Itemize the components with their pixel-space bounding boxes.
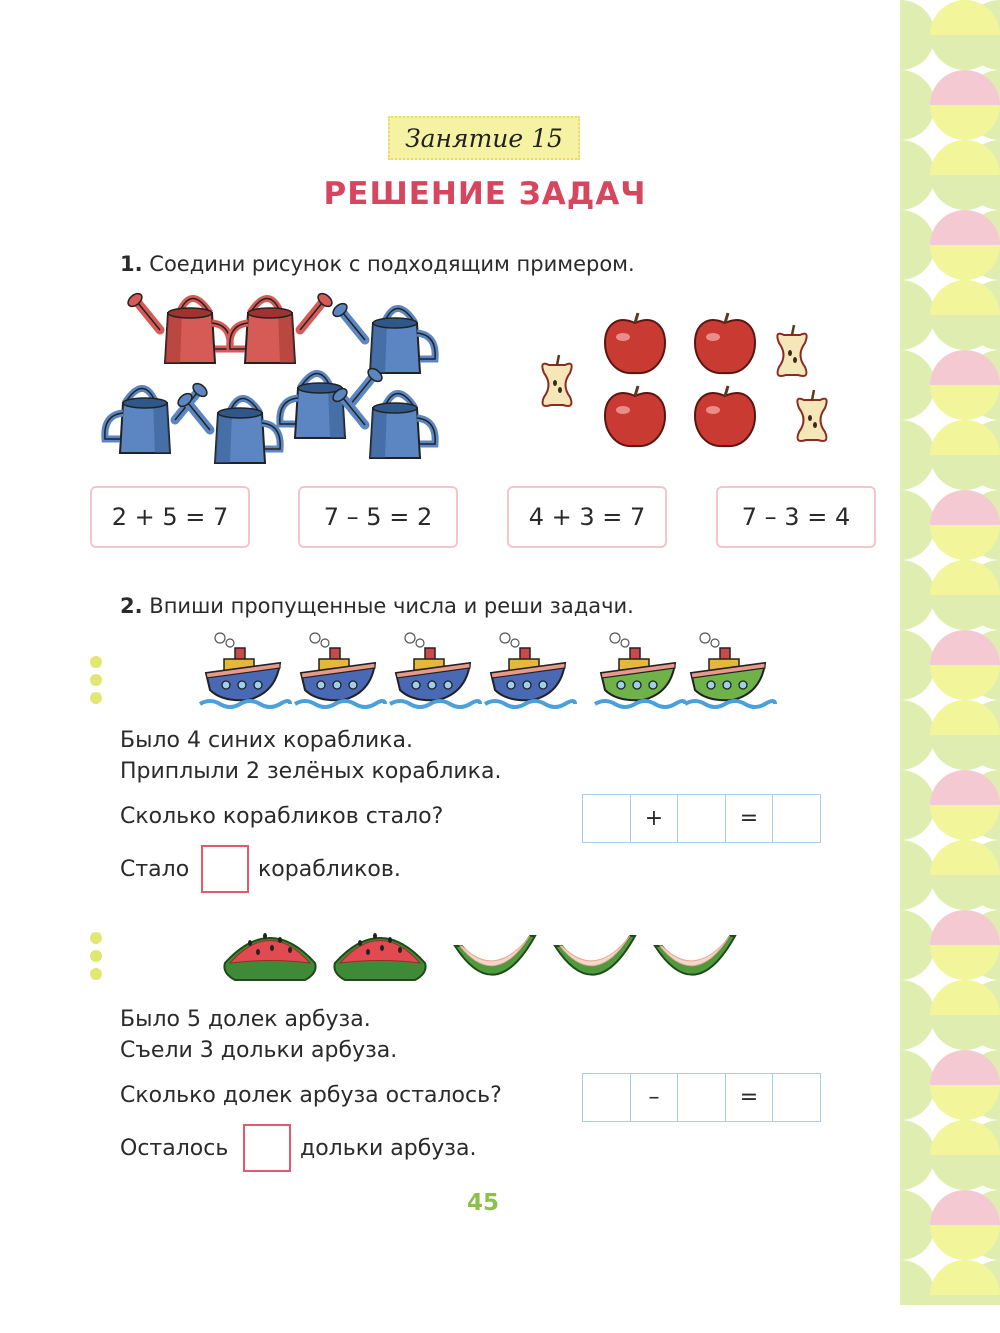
equation-text: 4 + 3 = 7 [528, 503, 646, 531]
watering-can-icon [331, 386, 436, 458]
problem2-answer-box[interactable] [243, 1124, 291, 1172]
deco-tile [900, 1120, 1000, 1190]
boat-icon [390, 633, 480, 707]
problem1-line1: Было 4 синих кораблика. [120, 728, 413, 753]
deco-tile [900, 560, 1000, 630]
number-input-cell[interactable] [582, 1073, 631, 1122]
apple-icon [605, 313, 665, 373]
apple-icon [695, 386, 755, 446]
watering-can-icon [331, 301, 436, 373]
watermelon-slices-picture [220, 918, 750, 998]
watering-cans-picture [95, 285, 455, 475]
deco-tile [900, 490, 1000, 560]
watermelon-rind-icon [555, 936, 635, 975]
deco-tile [900, 770, 1000, 840]
result-input-cell[interactable] [772, 1073, 821, 1122]
bullet-dots [90, 932, 104, 986]
equals-cell: = [725, 1073, 774, 1122]
number-input-cell[interactable] [582, 794, 631, 843]
problem2-line2: Съели 3 дольки арбуза. [120, 1038, 398, 1063]
problem2-line1: Было 5 долек арбуза. [120, 1007, 371, 1032]
task2-instruction: Впиши пропущенные числа и реши задачи. [149, 594, 634, 618]
deco-tile [900, 630, 1000, 700]
page-title: РЕШЕНИЕ ЗАДАЧ [323, 176, 647, 212]
boat-icon [595, 633, 685, 707]
apple-core-icon [797, 390, 826, 441]
deco-tile [900, 280, 1000, 350]
problem1-answer-box[interactable] [201, 845, 249, 893]
task1-number: 1. [120, 252, 143, 276]
problem2-equation-grid [582, 1073, 821, 1122]
apples-picture [530, 310, 850, 450]
apple-core-icon [542, 355, 571, 406]
equation-card[interactable] [716, 486, 876, 548]
equation-card[interactable] [90, 486, 250, 548]
deco-tile [900, 70, 1000, 140]
equation-text: 7 – 5 = 2 [323, 503, 433, 531]
operator-cell: – [630, 1073, 679, 1122]
operator-cell: + [630, 794, 679, 843]
lesson-label: Занятие 15 [388, 116, 580, 160]
deco-tile [900, 0, 1000, 70]
boat-icon [200, 633, 290, 707]
watering-can-icon [126, 291, 231, 363]
deco-tile [900, 420, 1000, 490]
equation-text: 7 – 3 = 4 [741, 503, 851, 531]
bullet-dots [90, 656, 104, 710]
deco-tile [900, 910, 1000, 980]
deco-tile [900, 210, 1000, 280]
number-input-cell[interactable] [677, 1073, 726, 1122]
equation-card[interactable] [507, 486, 667, 548]
page-number: 45 [466, 1190, 499, 1216]
watering-can-icon [230, 291, 335, 363]
task1-heading [120, 252, 635, 276]
watermelon-slice-icon [224, 933, 315, 980]
problem2-answer-prefix: Осталось [120, 1136, 229, 1161]
problem1-line2: Приплыли 2 зелёных кораблика. [120, 759, 502, 784]
decorative-side-pattern [900, 0, 1000, 1305]
task2-number: 2. [120, 594, 143, 618]
problem1-equation-grid [582, 794, 821, 843]
task2-heading [120, 594, 634, 618]
watering-can-icon [176, 391, 281, 463]
deco-tile [900, 700, 1000, 770]
apple-icon [695, 313, 755, 373]
result-input-cell[interactable] [772, 794, 821, 843]
boat-icon [685, 633, 775, 707]
boats-picture [180, 628, 800, 718]
number-input-cell[interactable] [677, 794, 726, 843]
apple-core-icon [777, 325, 806, 376]
deco-tile [900, 1050, 1000, 1120]
equals-cell: = [725, 794, 774, 843]
deco-tile [900, 1260, 1000, 1305]
deco-tile [900, 840, 1000, 910]
equation-card[interactable] [298, 486, 458, 548]
problem1-answer-prefix: Стало [120, 857, 190, 882]
problem1-answer-suffix: корабликов. [258, 857, 401, 882]
deco-tile [900, 980, 1000, 1050]
deco-tile [900, 350, 1000, 420]
boat-icon [295, 633, 385, 707]
watermelon-rind-icon [655, 936, 735, 975]
problem2-answer-suffix: дольки арбуза. [300, 1136, 477, 1161]
boat-icon [485, 633, 575, 707]
equation-text: 2 + 5 = 7 [111, 503, 229, 531]
deco-tile [900, 1190, 1000, 1260]
apple-icon [605, 386, 665, 446]
deco-tile [900, 140, 1000, 210]
problem2-question: Сколько долек арбуза осталось? [120, 1083, 502, 1108]
watermelon-slice-icon [334, 933, 425, 980]
task1-instruction: Соедини рисунок с подходящим примером. [149, 252, 635, 276]
problem1-question: Сколько корабликов стало? [120, 804, 444, 829]
watermelon-rind-icon [455, 936, 535, 975]
